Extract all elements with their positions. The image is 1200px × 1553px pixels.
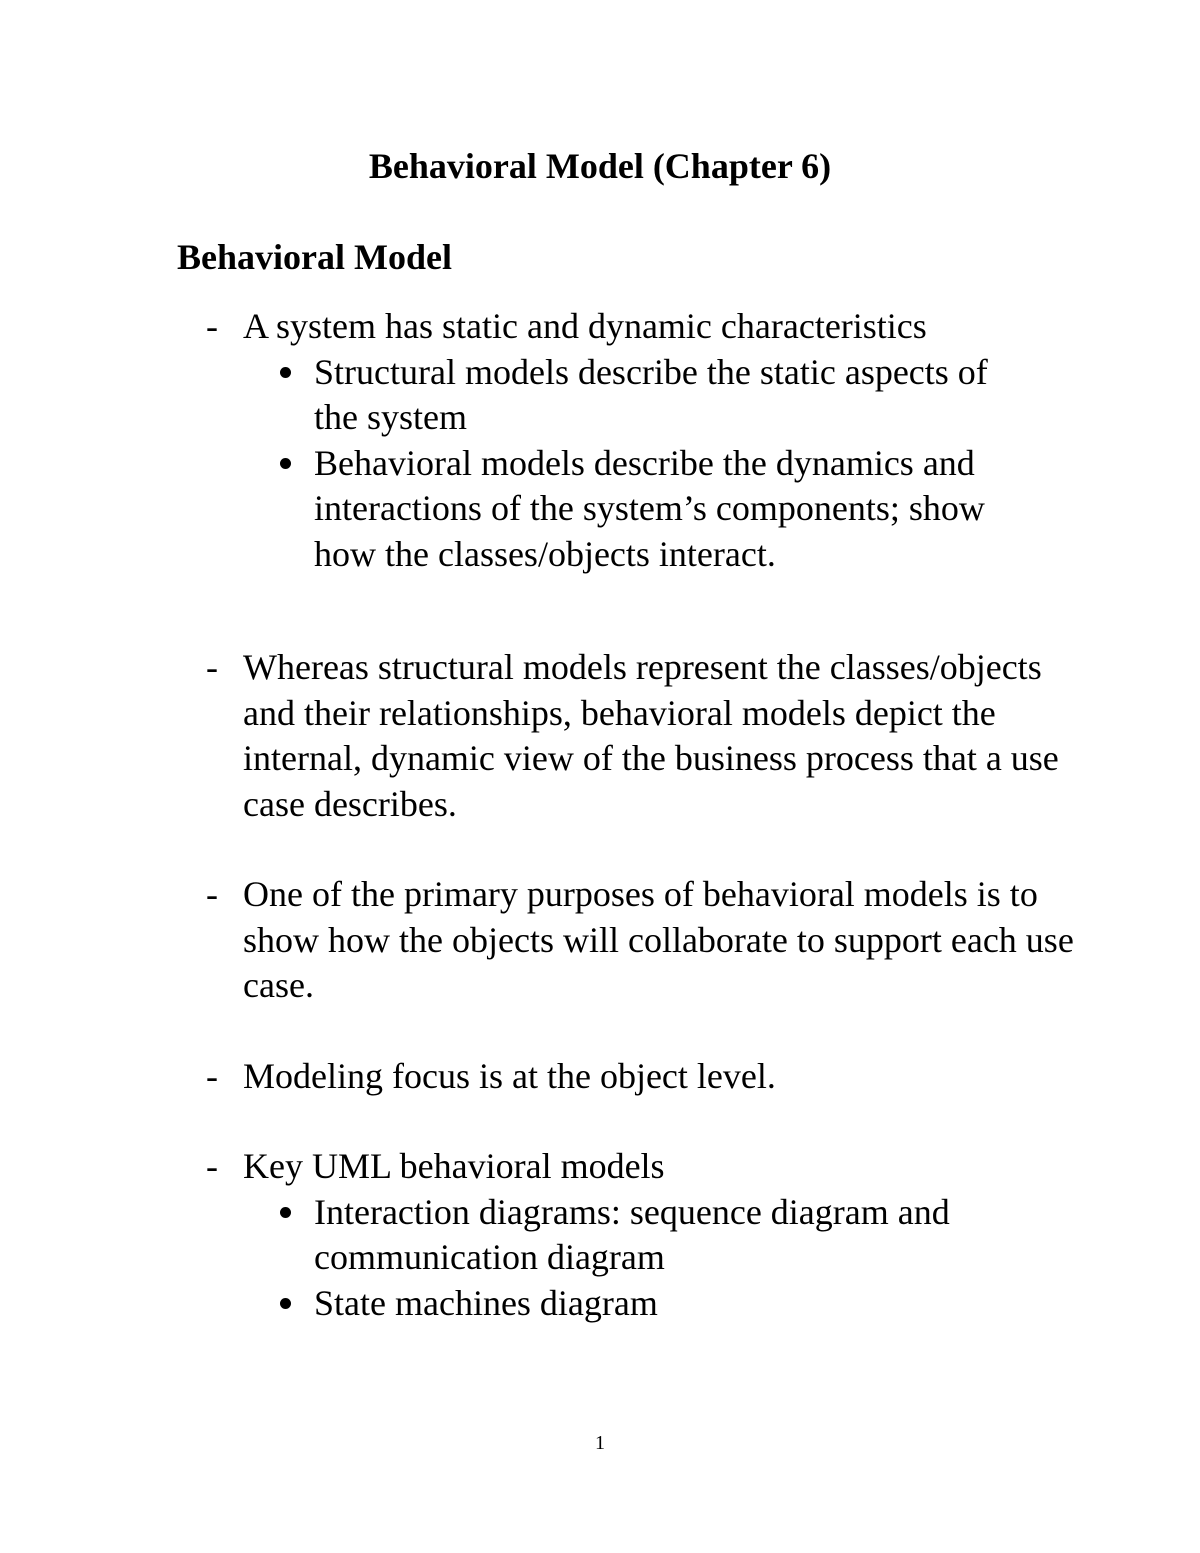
list-item bbox=[200, 645, 1080, 827]
list-item bbox=[200, 1144, 1080, 1326]
bullet-dot-icon bbox=[280, 1298, 291, 1309]
list-item bbox=[200, 304, 1080, 577]
sub-list-item-text: Structural models describe the static aspects of the system bbox=[314, 351, 988, 437]
sub-list bbox=[243, 1190, 1080, 1327]
dash-marker: - bbox=[206, 1146, 218, 1186]
bullet-dot-icon bbox=[280, 458, 291, 469]
sub-list-item-text: Behavioral models describe the dynamics and interactions of the system’s components; show how the classes/objects interact. bbox=[314, 442, 985, 574]
page-number: 1 bbox=[595, 1432, 605, 1454]
sub-list-item bbox=[243, 1190, 1034, 1281]
sub-list-item-text: State machines diagram bbox=[314, 1282, 658, 1323]
sub-list-item bbox=[243, 1281, 1034, 1327]
bullet-dot-icon bbox=[280, 1207, 291, 1218]
sub-list bbox=[243, 350, 1080, 578]
dash-marker: - bbox=[206, 306, 218, 346]
section-heading: Behavioral Model bbox=[177, 237, 452, 277]
list-item-text: Key UML behavioral models bbox=[243, 1146, 665, 1186]
dash-marker: - bbox=[206, 1055, 218, 1096]
list-item-text: Whereas structural models represent the classes/objects and their relationships, behavioral models depict the internal, dynamic view of the business process that a use case describes. bbox=[243, 647, 1059, 824]
list-item bbox=[200, 872, 1080, 1009]
dash-marker: - bbox=[206, 874, 218, 914]
list-item-text: Modeling focus is at the object level. bbox=[243, 1055, 776, 1096]
bullet-dot-icon bbox=[280, 367, 291, 378]
bullet-list bbox=[200, 304, 1080, 1371]
list-item bbox=[200, 1054, 1080, 1100]
dash-marker: - bbox=[206, 647, 218, 687]
sub-list-item-text: Interaction diagrams: sequence diagram and communication diagram bbox=[314, 1191, 950, 1277]
list-item-text: A system has static and dynamic characteristics bbox=[243, 306, 927, 346]
page-title: Behavioral Model (Chapter 6) bbox=[368, 146, 832, 186]
list-item-text: One of the primary purposes of behavioral models is to show how the objects will collaborate to support each use case. bbox=[243, 874, 1074, 1005]
sub-list-item bbox=[243, 441, 1034, 578]
sub-list-item bbox=[243, 350, 1034, 441]
